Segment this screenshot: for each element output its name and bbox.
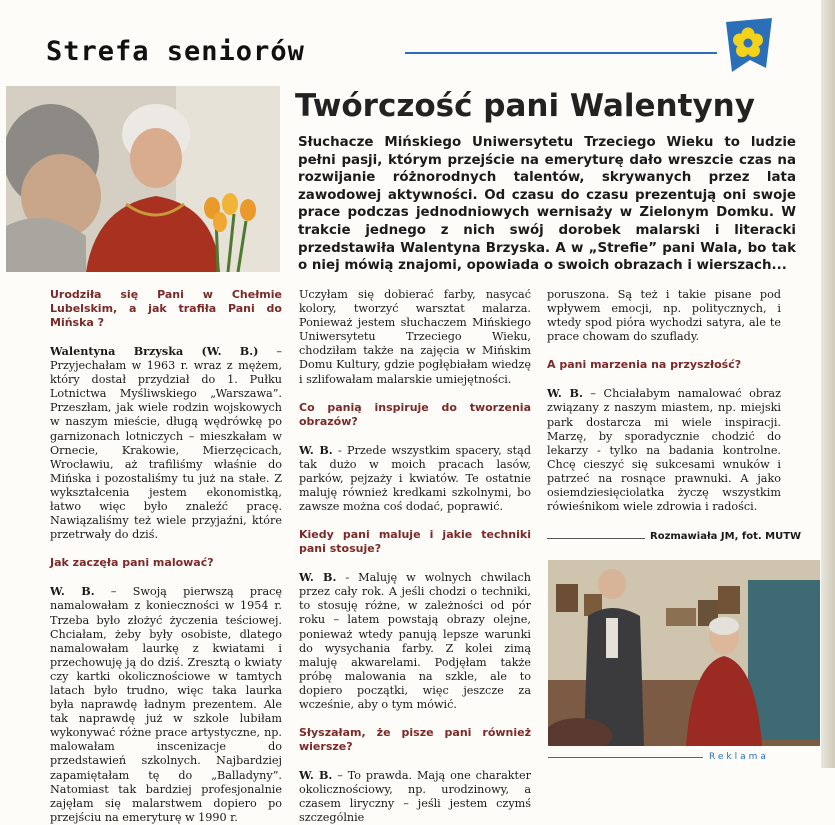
speaker-label: W. B. [50, 584, 95, 599]
credit-rule [547, 538, 645, 539]
section-title-rule [405, 52, 717, 54]
answer-paragraph [299, 443, 531, 514]
answer-paragraph [299, 768, 531, 825]
answer-continuation: Uczyłam się dobierać farby, nasycać kolory, tworzyć warsztat malarza. Ponieważ jestem słuchaczem Mińskiego Uniwersytetu Trzeciego Wieku, chodziłam także na zajęcia w Mińskim Domu Kultury, gdzie pogłębiałam wiedzę i szlifowałam malarskie umiejętności. [299, 288, 531, 386]
answer-continuation: poruszona. Są też i takie pisane pod wpływem emocji, np. politycznych, i wtedy spod pióra wychodzi satyra, ale te prace chowam do szuflady. [547, 288, 781, 344]
text-column-2 [299, 288, 531, 825]
advertisement-label: Reklama [709, 752, 769, 762]
text-column-1 [50, 288, 282, 825]
article-headline: Twórczość pani Walentyny [295, 88, 755, 124]
speaker-label: W. B. [299, 768, 333, 783]
speaker-label: W. B. [299, 442, 333, 457]
answer-text: – Przyjechałam w 1963 r. wraz z mężem, który dostał przydział do 1. Pułku Lotnictwa Myśliwskiego „Warszawa”. Przeszłam, jak wiele rodzin wojskowych w naszym mieście, długą wędrówkę po garnizonach lotniczych – mieszkałam w Ornecie, Krakowie, Mierzęcicach, Wrocławiu, aż trafiliśmy właśnie do Mińska i pozostaliśmy tu już na stałe. Z wykształcenia jestem ekonomistką, łatwo więc było znaleźć pracę. Nawiązaliśmy też wiele przyjaźni, które przetrwały do dziś. [50, 345, 283, 542]
question-heading: Urodziła się Pani w Chełmie Lubelskim, a jak trafiła Pani do Mińska ? [50, 288, 282, 329]
answer-paragraph [50, 344, 282, 542]
photo-credit: Rozmawiała JM, fot. MUTW [650, 531, 802, 542]
photo-exhibition-room [548, 560, 820, 746]
ad-rule [548, 757, 703, 758]
question-heading: Jak zaczęła pani malować? [50, 556, 214, 570]
answer-text: – To prawda. Mają one charakter okolicznościowy, np. urodzinowy, a czasem liryczny – jeśli jestem czymś szczególnie [299, 769, 531, 825]
speaker-label: W. B. [547, 386, 583, 401]
answer-text: – Swoją pierwszą pracę namalowałam z konieczności w 1954 r. Trzeba było złożyć życzenia teściowej. Chciałam, żeby były osobiste, dlatego namalowałam laurkę z kwiatami i przechowuję ją do dziś. Zresztą o kwiaty czy kartki okolicznościowe w tamtych latach było trudno, więc taka laurka była naprawdę ładnym prezentem. Ale tak naprawdę już w szkole lubiłam wykonywać różne prace artystyczne, np. malowałam inscenizacje do przedstawień szkolnych. Najbardziej zapamiętałam tę do „Balladyny”. Natomiast tak bardziej profesjonalnie zajęłam się malarstwem dopiero po przejściu na emeryturę w 1990 r. [50, 585, 282, 824]
speaker-label: Walentyna Brzyska (W. B.) [50, 344, 259, 358]
flower-logo-icon [722, 16, 776, 74]
answer-text: - Maluję w wolnych chwilach przez cały rok. A jeśli chodzi o techniki, to stosuję różne, w zależności od pór roku – latem powstają obrazy olejne, ponieważ wtedy panują lepsze warunki do wysychania farby. Z kolei zimą maluję akwarelami. Podjęłam także próbę malowania na szkle, ale to dopiero początki, więc jeszcze za wcześnie, aby o tym mówić. [299, 571, 531, 711]
answer-paragraph [547, 386, 781, 514]
answer-paragraph [50, 584, 282, 825]
page-edge [821, 0, 835, 768]
answer-text: - Przede wszystkim spacery, stąd tak dużo w moich pracach lasów, parków, pejzaży i kwiatów. Te ostatnie maluję również kredkami szkolnymi, bo zawsze można coś dodać, poprawić. [299, 443, 532, 514]
photo-walentyna-and-guest [6, 86, 280, 272]
question-heading: A pani marzenia na przyszłość? [547, 358, 742, 372]
speaker-label: W. B. [299, 570, 337, 585]
question-heading: Co panią inspiruje do tworzenia obrazów? [299, 400, 531, 428]
answer-paragraph [299, 570, 531, 712]
question-heading: Słyszałam, że pisze pani również wiersze? [299, 726, 531, 754]
text-column-3 [547, 288, 781, 514]
answer-text: – Chciałabym namalować obraz związany z naszym miastem, np. miejski park dostarcza mi wiele inspiracji. Marzę, by sporadycznie chodzić do lekarzy - tylko na badania kontrolne. Chcę cieszyć się sukcesami wnuków i patrzeć na rosnące prawnuki. A jako osiemdziesięciolatka życzę wszystkim rówieśnikom wiele zdrowia i radości. [547, 387, 781, 514]
question-heading: Kiedy pani maluje i jakie techniki pani stosuje? [299, 528, 531, 556]
section-title: Strefa seniorów [46, 36, 305, 67]
article-lead: Słuchacze Mińskiego Uniwersytetu Trzeciego Wieku to ludzie pełni pasji, którym przejście na emeryturę dało wreszcie czas na rozwijanie różnorodnych talentów, skrywanych przez lata zawodowej aktywności. Od czasu do czasu prezentują oni swoje prace podczas jednodniowych wernisaży w Zielonym Domku. W trakcie jednego z nich swój dorobek malarski i literacki przedstawiła Walentyna Brzyska. A w „Strefie” pani Wala, bo tak o niej mówią znajomi, opowiada o swoich obrazach i wierszach... [298, 135, 796, 274]
